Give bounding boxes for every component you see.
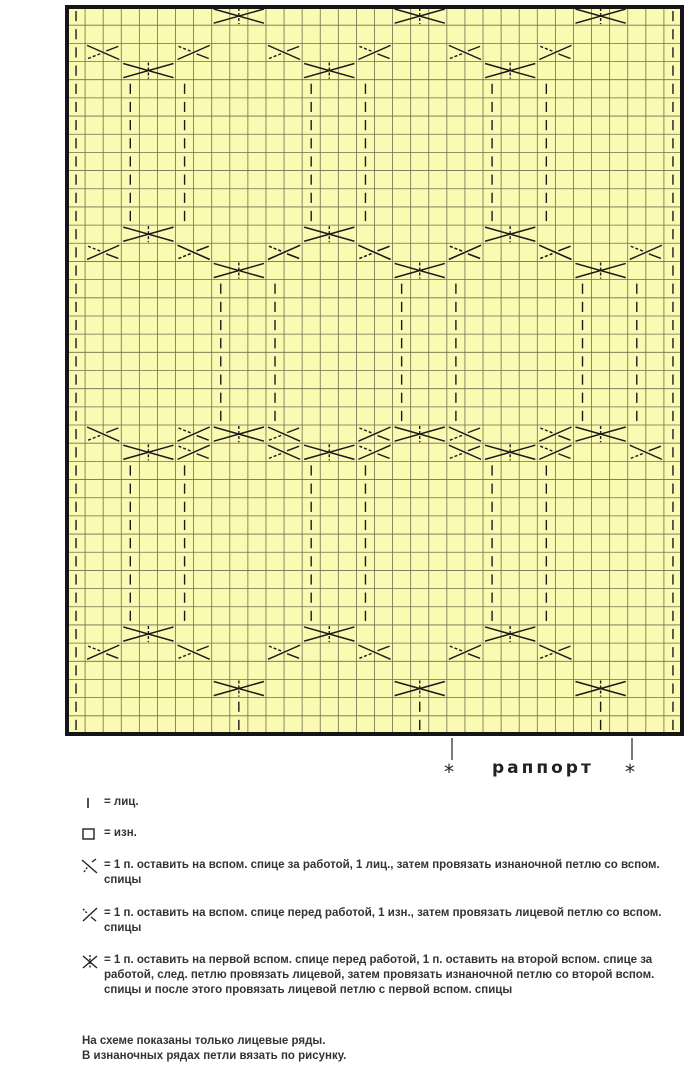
rapport-star-right: *: [625, 760, 635, 784]
legend-text-cross-back: = 1 п. оставить на вспом. спице за работой, 1 лиц., затем провязать изнаночной петлю со вспом. спицы: [104, 859, 660, 886]
knit-stitch-icon: [80, 794, 100, 814]
chart-note: [82, 1034, 346, 1064]
chart-grid: [67, 7, 682, 734]
legend-text-purl: = изн.: [104, 827, 137, 839]
cross-back-icon: [80, 857, 100, 877]
rapport-label: раппорт: [492, 758, 594, 778]
legend-text-cross-front: = 1 п. оставить на вспом. спице перед работой, 1 изн., затем провязать лицевой петлю со вспом. спицы: [104, 907, 662, 934]
cross-front-icon: [80, 905, 100, 925]
legend-text-knit: = лиц.: [104, 796, 139, 808]
double-cross-icon: [80, 952, 100, 972]
rapport-star-left: *: [444, 760, 454, 784]
purl-stitch-icon: [80, 825, 100, 845]
chart-note-line-2: В изнаночных рядах петли вязать по рисунку.: [82, 1050, 347, 1062]
chart-note-line-1: На схеме показаны только лицевые ряды.: [82, 1035, 326, 1047]
legend-text-double-cross: = 1 п. оставить на первой вспом. спице перед работой, 1 п. оставить на второй вспом. спице за работой, след. петлю провязать лицевой, затем провязать изнаночной петлю со второй вспом. спицы и после этого провязать лицевой петлю с первой вспом. спицы: [104, 954, 655, 996]
